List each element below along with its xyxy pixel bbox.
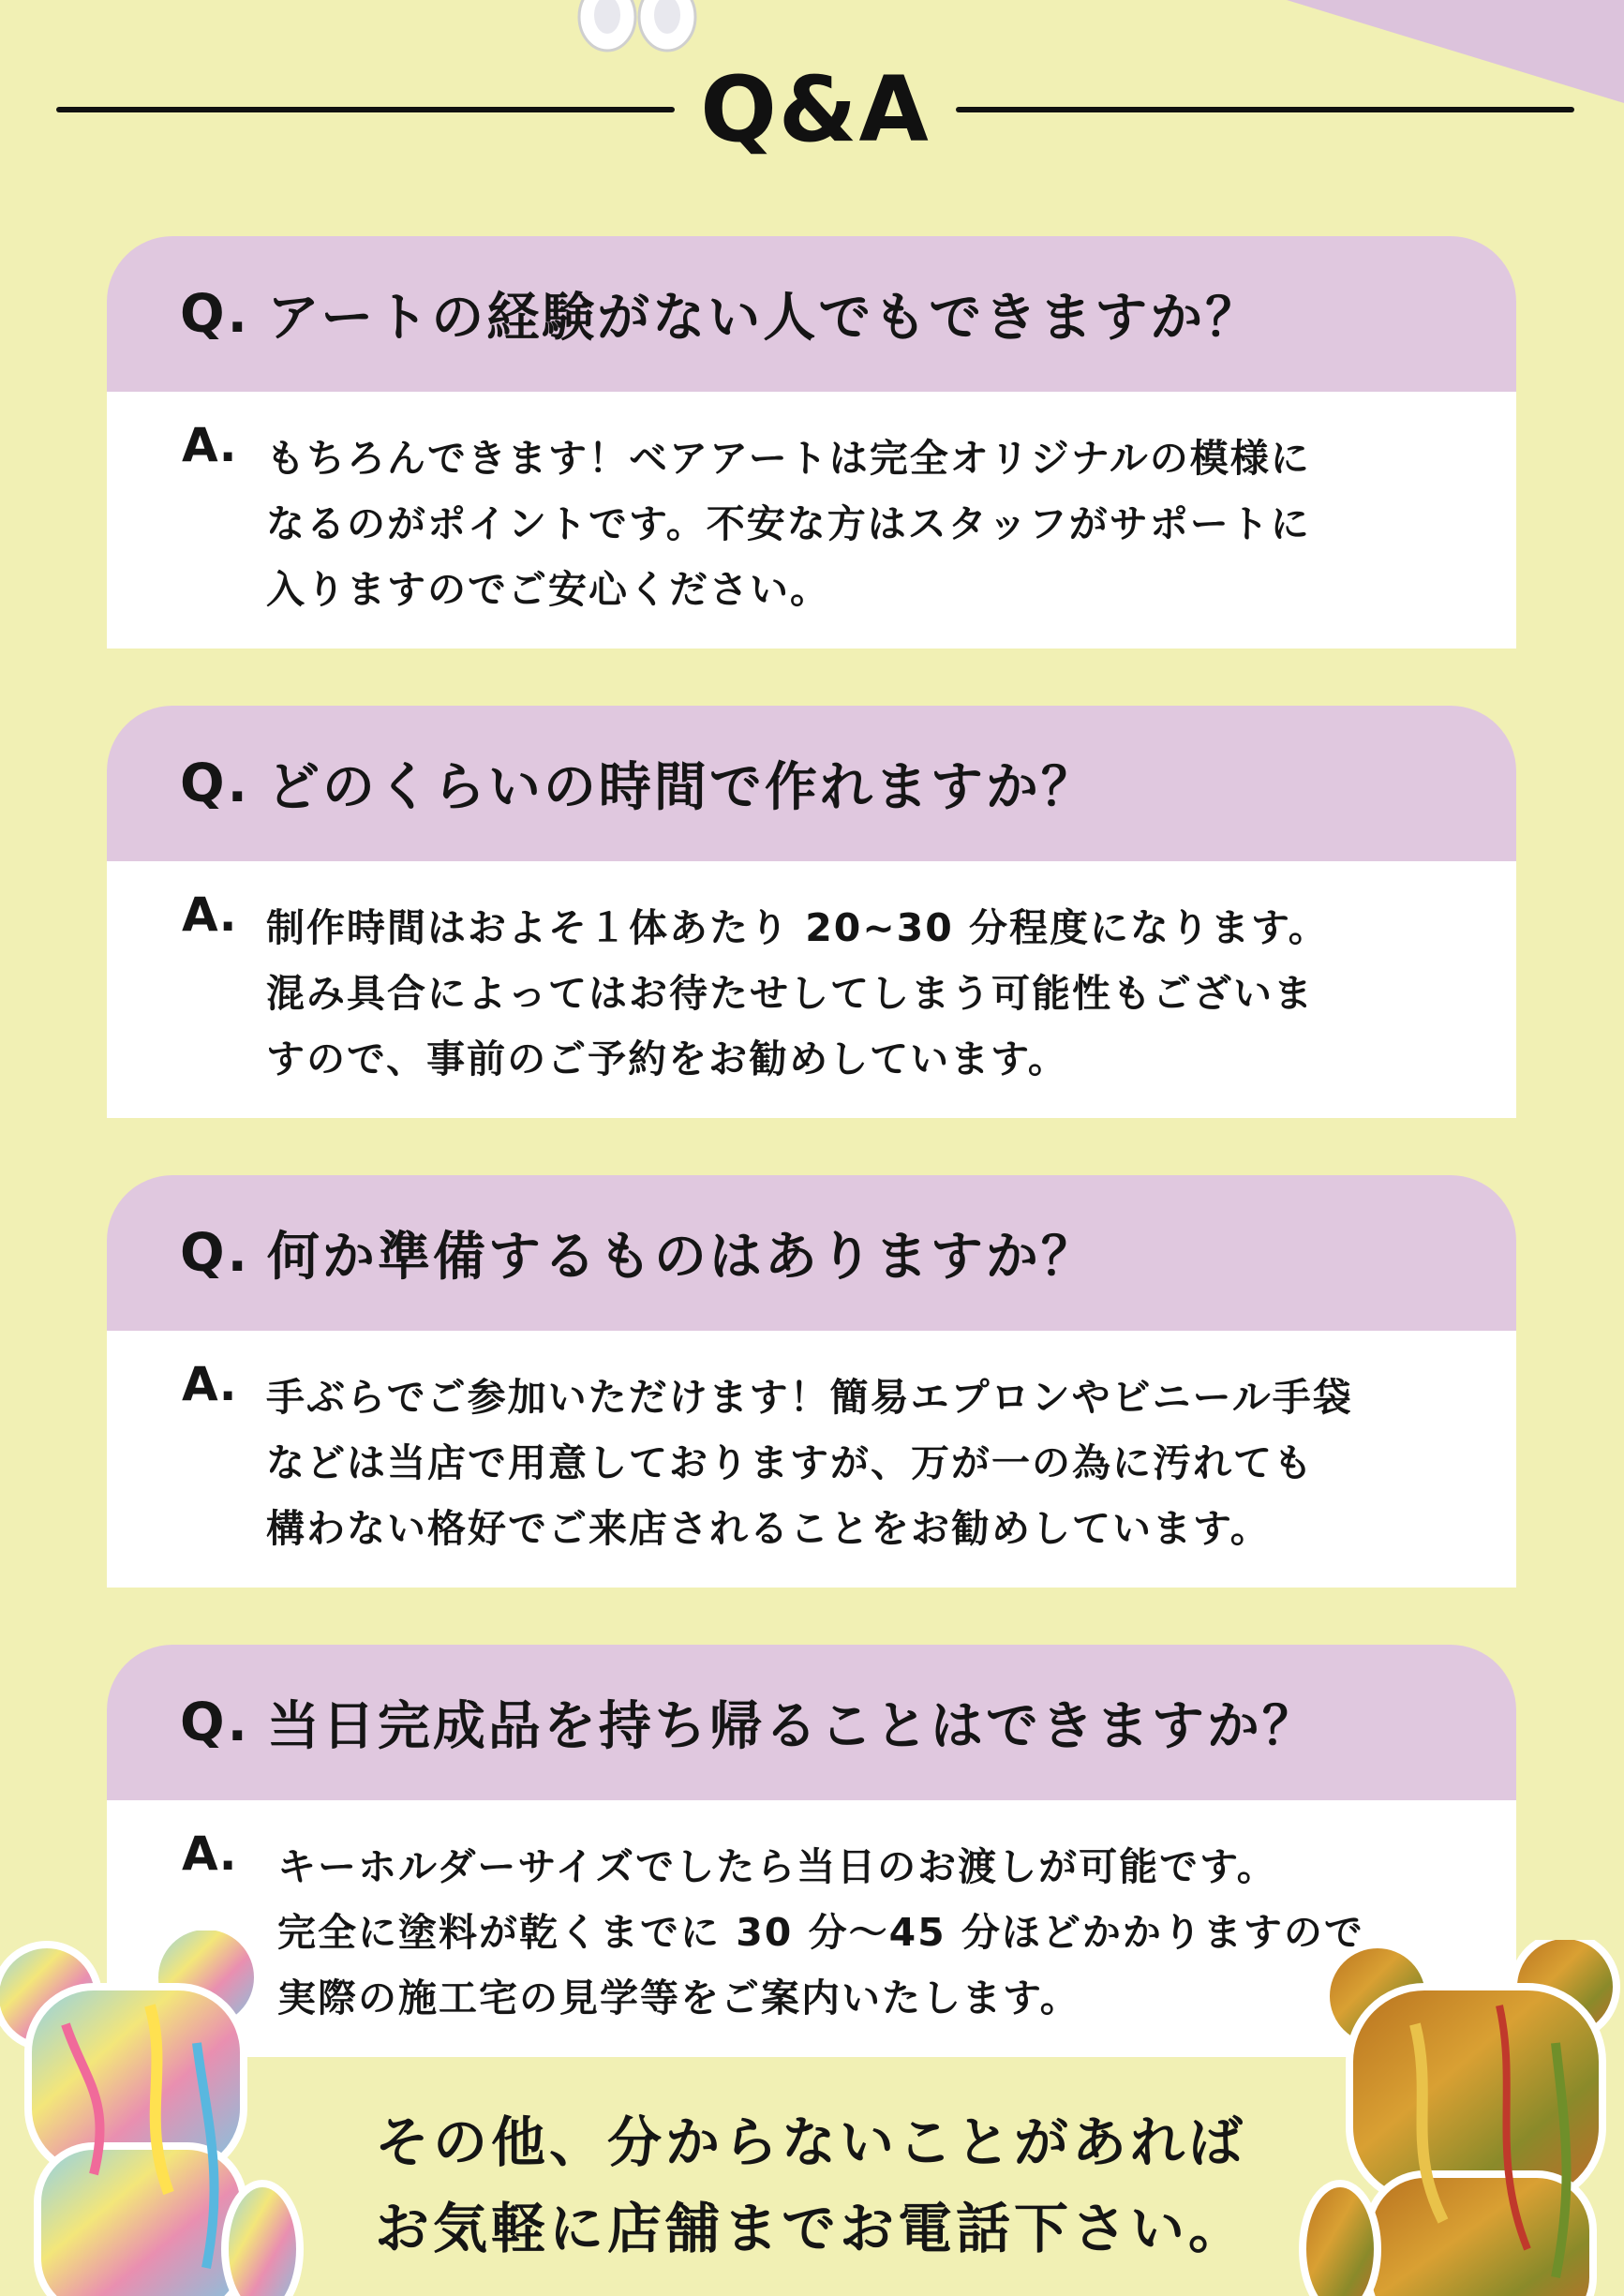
answer-text xyxy=(266,895,1484,1092)
answer-line: 手ぶらでご参加いただけます！簡易エプロンやビニール手袋 xyxy=(266,1375,1353,1420)
qa-item xyxy=(107,1175,1516,1588)
answer-prefix: A. xyxy=(182,418,237,472)
question-text: どのくらいの時間で作れますか？ xyxy=(266,757,1096,818)
question-text: アートの経験がない人でもできますか？ xyxy=(266,288,1261,349)
answer-line: 実際の施工宅の見学等をご案内いたします。 xyxy=(277,1975,1080,2020)
question-bar xyxy=(107,1175,1516,1331)
question-text: 何か準備するものはありますか？ xyxy=(266,1227,1096,1288)
answer-prefix: A. xyxy=(182,1826,237,1881)
footer-message xyxy=(375,2099,1247,2272)
qa-item xyxy=(107,236,1516,649)
question-bar xyxy=(107,236,1516,392)
answer-line: 制作時間はおよそ１体あたり 20~30 分程度になります。 xyxy=(266,905,1329,950)
title-rule-right xyxy=(956,107,1574,112)
answer-line: 入りますのでご安心ください。 xyxy=(266,567,830,612)
title-rule-left xyxy=(56,107,675,112)
bear-feet-illustration xyxy=(562,0,722,56)
bear-figure-left-illustration xyxy=(0,1931,319,2296)
footer-line: その他、分からないことがあれば xyxy=(375,2110,1247,2174)
bear-figure-right-illustration xyxy=(1293,1940,1624,2296)
answer-line: キーホルダーサイズでしたら当日のお渡しが可能です。 xyxy=(277,1844,1277,1889)
question-bar xyxy=(107,706,1516,861)
answer-line: なるのがポイントです。不安な方はスタッフがサポートに xyxy=(266,501,1311,546)
footer-line: お気軽に店舗までお電話下さい。 xyxy=(375,2197,1247,2260)
answer-line: もちろんできます！ベアアートは完全オリジナルの模様に xyxy=(266,436,1311,481)
question-prefix: Q. xyxy=(180,1692,250,1753)
answer-line: すので、事前のご予約をお勧めしています。 xyxy=(266,1036,1068,1081)
answer-text xyxy=(266,1364,1484,1561)
question-bar xyxy=(107,1645,1516,1800)
question-prefix: Q. xyxy=(180,1222,250,1284)
answer-prefix: A. xyxy=(182,887,237,942)
question-prefix: Q. xyxy=(180,753,250,814)
qa-item xyxy=(107,706,1516,1118)
answer-box xyxy=(107,861,1516,1118)
answer-prefix: A. xyxy=(182,1357,237,1411)
page-header xyxy=(56,58,1574,161)
answer-line: 構わない格好でご来店されることをお勧めしています。 xyxy=(266,1506,1271,1551)
question-text: 当日完成品を持ち帰ることはできますか？ xyxy=(266,1696,1318,1757)
question-prefix: Q. xyxy=(180,283,250,345)
answer-line: などは当店で用意しておりますが、万が一の為に汚れても xyxy=(266,1440,1314,1485)
answer-text xyxy=(266,425,1484,622)
answer-box xyxy=(107,392,1516,649)
page-title: Q&A xyxy=(700,57,931,162)
answer-line: 混み具合によってはお待たせしてしまう可能性もございま xyxy=(266,971,1314,1016)
answer-line: 完全に塗料が乾くまでに 30 分～45 分ほどかかりますので xyxy=(277,1910,1364,1955)
answer-box xyxy=(107,1331,1516,1588)
